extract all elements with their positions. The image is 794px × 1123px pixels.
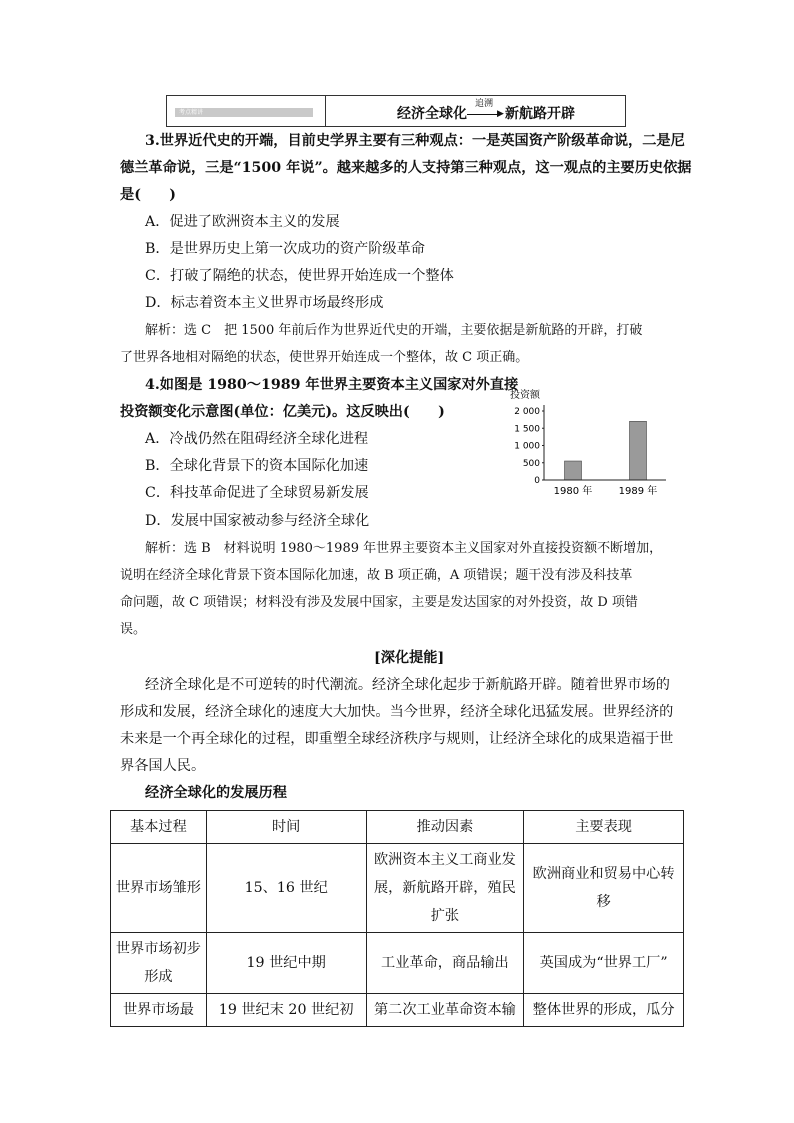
chart-y-tick-label: 500 — [522, 458, 540, 469]
table-cell: 19 世纪末 20 世纪初 — [206, 994, 366, 1027]
q3-option-a: A．促进了欧洲资本主义的发展 — [145, 214, 340, 230]
arrow-icon: 追溯 ▶ — [467, 107, 505, 121]
arrow-label: 追溯 — [475, 99, 494, 109]
table-header-row — [111, 811, 684, 844]
table-cell: 世界市场雏形 — [111, 844, 207, 933]
table-row — [111, 933, 684, 994]
section-header — [166, 95, 626, 127]
section-tag: 考点精讲 — [175, 108, 313, 117]
q3-stem-line1: 3.世界近代史的开端，目前史学界主要有三种观点：一是英国资产阶级革命说，二是尼 — [145, 133, 685, 149]
q4-option-d: D．发展中国家被动参与经济全球化 — [145, 513, 370, 529]
chart-y-tick-label: 1 500 — [514, 424, 540, 435]
title-left: 经济全球化 — [397, 106, 467, 122]
table-title: 经济全球化的发展历程 — [145, 785, 287, 801]
table-cell: 15、16 世纪 — [206, 844, 366, 933]
table-header-cell: 推动因素 — [366, 811, 524, 844]
chart-ylabel: 投资额 — [510, 390, 540, 401]
deepen-para-line4: 界各国人民。 — [120, 758, 206, 774]
chart-bar — [630, 421, 647, 480]
q4-stem-line2: 投资额变化示意图(单位：亿美元)。这反映出( ) — [120, 404, 445, 420]
title-right: 新航路开辟 — [505, 106, 575, 122]
q4-analysis-line4: 误。 — [120, 622, 147, 637]
development-table — [110, 810, 684, 1027]
q3-option-c: C．打破了隔绝的状态，使世界开始连成一个整体 — [145, 268, 454, 284]
q3-stem-line3: 是( ) — [120, 187, 176, 203]
deepen-para-line2: 形成和发展，经济全球化的速度大大加快。当今世界，经济全球化迅猛发展。世界经济的 — [120, 704, 674, 720]
table-header-cell: 基本过程 — [111, 811, 207, 844]
table-cell: 英国成为“世界工厂” — [524, 933, 684, 994]
table-cell: 欧洲资本主义工商业发展，新航路开辟，殖民扩张 — [366, 844, 524, 933]
chart-x-tick-label: 1989 年 — [618, 486, 658, 497]
table-cell: 工业革命，商品输出 — [366, 933, 524, 994]
table-cell: 整体世界的形成，瓜分 — [524, 994, 684, 1027]
table-row — [111, 844, 684, 933]
q3-option-d: D．标志着资本主义世界市场最终形成 — [145, 295, 384, 311]
q3-stem-line2: 德兰革命说，三是“1500 年说”。越来越多的人支持第三种观点，这一观点的主要历史依据 — [120, 160, 692, 176]
chart-y-tick-label: 0 — [534, 476, 540, 486]
chart-y-tick-label: 2 000 — [514, 407, 540, 417]
q3-analysis-line2: 了世界各地相对隔绝的状态，使世界开始连成一个整体，故 C 项正确。 — [120, 350, 529, 365]
deepen-heading: [深化提能] — [374, 650, 445, 666]
chart-y-tick-label: 1 000 — [514, 441, 540, 452]
deepen-para-line1: 经济全球化是不可逆转的时代潮流。经济全球化起步于新航路开辟。随着世界市场的 — [145, 677, 670, 693]
q4-analysis-line3: 命问题，故 C 项错误；材料没有涉及发展中国家，主要是发达国家的对外投资，故 D 项错 — [120, 595, 638, 610]
q4-option-b: B．全球化背景下的资本国际化加速 — [145, 458, 369, 474]
header-divider — [325, 96, 326, 126]
table-header-cell: 时间 — [206, 811, 366, 844]
table-cell: 19 世纪中期 — [206, 933, 366, 994]
table-cell: 欧洲商业和贸易中心转移 — [524, 844, 684, 933]
q4-option-c: C．科技革命促进了全球贸易新发展 — [145, 485, 369, 501]
chart-bar — [565, 461, 582, 480]
q3-option-b: B．是世界历史上第一次成功的资产阶级革命 — [145, 241, 425, 257]
deepen-para-line3: 未来是一个再全球化的过程，即重塑全球经济秩序与规则，让经济全球化的成果造福于世 — [120, 731, 674, 747]
section-title — [397, 99, 575, 123]
q4-stem-line1: 4.如图是 1980～1989 年世界主要资本主义国家对外直接 — [145, 377, 519, 393]
q4-analysis-line1: 解析：选 B 材料说明 1980～1989 年世界主要资本主义国家对外直接投资额不断增加， — [145, 541, 663, 556]
q4-option-a: A．冷战仍然在阻碍经济全球化进程 — [145, 431, 369, 447]
table-header-cell: 主要表现 — [524, 811, 684, 844]
q3-analysis-line1: 解析：选 C 把 1500 年前后作为世界近代史的开端，主要依据是新航路的开辟，打破 — [145, 323, 643, 338]
table-row — [111, 994, 684, 1027]
q4-analysis-line2: 说明在经济全球化背景下资本国际化加速，故 B 项正确，A 项错误；题干没有涉及科技革 — [120, 568, 633, 583]
table-cell: 世界市场最 — [111, 994, 207, 1027]
chart-x-tick-label: 1980 年 — [553, 486, 593, 497]
table-cell: 第二次工业革命资本输 — [366, 994, 524, 1027]
table-cell: 世界市场初步形成 — [111, 933, 207, 994]
investment-bar-chart — [498, 385, 678, 500]
